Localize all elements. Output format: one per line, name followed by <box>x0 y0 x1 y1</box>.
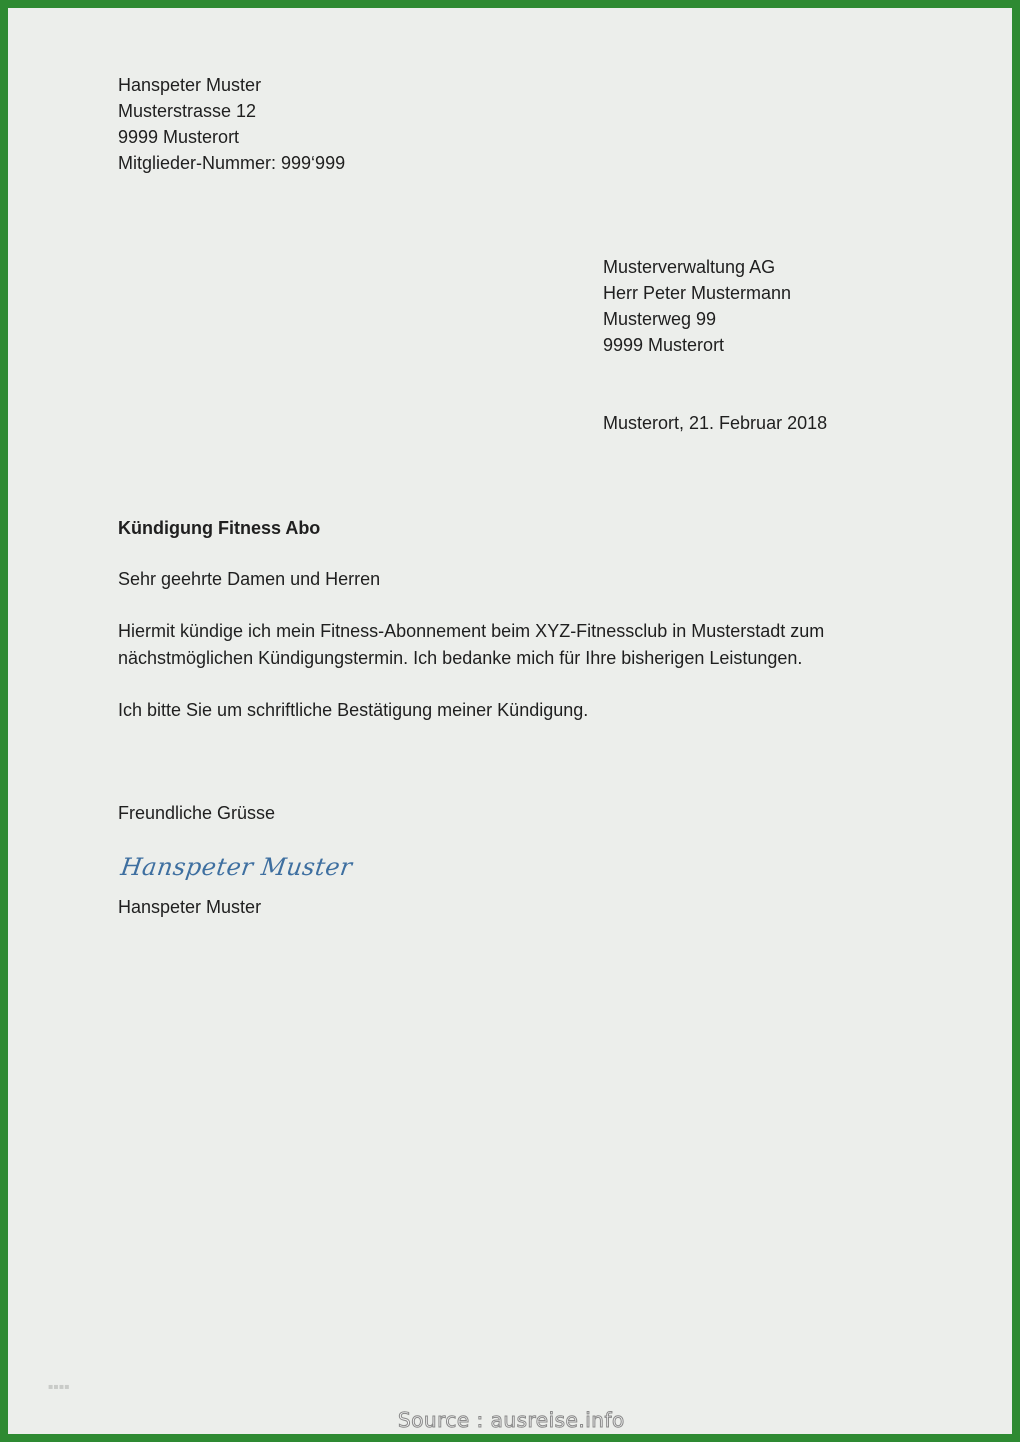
recipient-person: Herr Peter Mustermann <box>603 283 792 303</box>
source-note: Source : ausreise.info <box>398 1408 625 1432</box>
recipient-street: Musterweg 99 <box>603 309 717 329</box>
sender-street: Musterstrasse 12 <box>118 101 257 121</box>
date-line: Musterort, 21. Februar 2018 <box>603 413 828 433</box>
sender-city: 9999 Musterort <box>118 127 240 147</box>
recipient-city: 9999 Musterort <box>603 335 725 355</box>
letter-page <box>8 8 1012 1434</box>
signature-printed-name: Hanspeter Muster <box>118 897 262 917</box>
sender-name: Hanspeter Muster <box>118 75 262 95</box>
body-paragraph-2: Ich bitte Sie um schriftliche Bestätigung meiner Kündigung. <box>118 700 589 720</box>
faint-watermark-mark: ▪▪▪▪ <box>48 1382 70 1391</box>
recipient-company: Musterverwaltung AG <box>603 257 776 277</box>
body-paragraph-1-line-2: nächstmöglichen Kündigungstermin. Ich bedanke mich für Ihre bisherigen Leistungen. <box>118 648 803 668</box>
body-paragraph-1-line-1: Hiermit kündige ich mein Fitness-Abonnement beim XYZ-Fitnessclub in Musterstadt zum <box>118 621 825 641</box>
sender-member-number: Mitglieder-Nummer: 999‘999 <box>118 153 346 173</box>
closing: Freundliche Grüsse <box>118 803 276 823</box>
subject-line: Kündigung Fitness Abo <box>118 518 321 538</box>
salutation: Sehr geehrte Damen und Herren <box>118 569 381 589</box>
handwritten-signature: Hanspeter Muster <box>119 853 355 881</box>
